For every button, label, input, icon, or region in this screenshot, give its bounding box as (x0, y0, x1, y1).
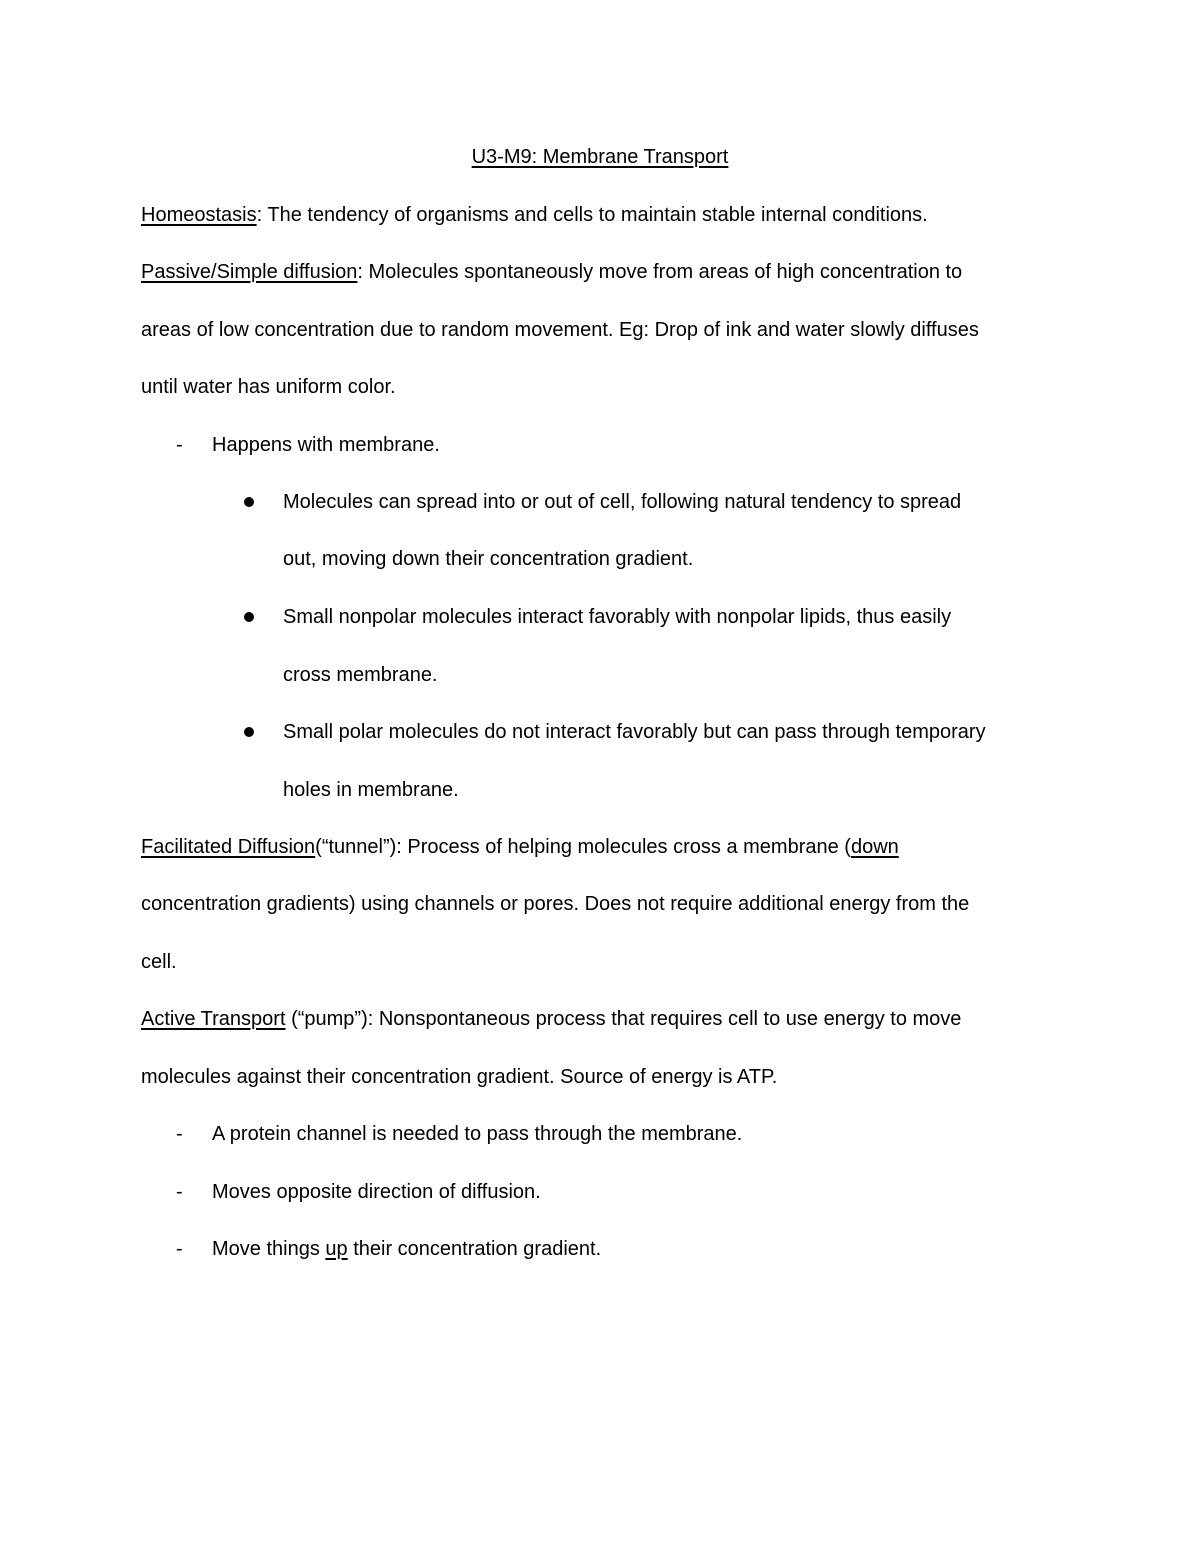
dash-marker: - (176, 1181, 183, 1203)
facilitated-diffusion-term: Facilitated Diffusion (141, 836, 316, 858)
facilitated-diffusion-line-3: cell. (141, 951, 177, 973)
passive-diffusion-term: Passive/Simple diffusion (141, 261, 358, 283)
page-title: U3-M9: Membrane Transport (471, 146, 729, 168)
bullet-marker (244, 727, 254, 737)
passive-diffusion-line-2: areas of low concentration due to random movement. Eg: Drop of ink and water slowly diffuses (141, 319, 979, 341)
homeostasis-definition: Homeostasis: The tendency of organisms and cells to maintain stable internal conditions. (141, 204, 928, 226)
dash-marker: - (176, 1123, 183, 1145)
bullet-marker (244, 612, 254, 622)
facilitated-diffusion-line-1: Facilitated Diffusion(“tunnel”): Process of helping molecules cross a membrane (down (141, 836, 899, 858)
passive-diffusion-line-1: Passive/Simple diffusion: Molecules spontaneously move from areas of high concentration to (141, 261, 963, 283)
dash-marker: - (176, 434, 183, 456)
facilitated-diffusion-line-2: concentration gradients) using channels or pores. Does not require additional energy from the (141, 893, 970, 915)
dash-marker: - (176, 1238, 183, 1260)
active-transport-term: Active Transport (141, 1008, 286, 1030)
homeostasis-term: Homeostasis (141, 204, 257, 226)
active-transport-line-1: Active Transport (“pump”): Nonspontaneous process that requires cell to use energy to move (141, 1008, 962, 1030)
passive-diffusion-line-3: until water has uniform color. (141, 376, 396, 398)
document-page: U3-M9: Membrane Transport Homeostasis: The tendency of organisms and cells to maintain stable internal conditions. Passive/Simple diffusion: Molecules spontaneously move from areas of high concentration to areas of low concentration due to random movement. Eg: Drop of ink and water slowly diffuses until water has uniform color. - Happens with membrane. Molecules can spread into or out of cell, following natural tendency to spread out, moving down their concentration gradient. Small nonpolar molecules interact favorably with nonpolar lipids, thus easily cross membrane. Small polar molecules do not interact favorably but can pass through temporary holes in membrane. Facilitated Diffusion(“tunnel”): Process of helping molecules cross a membrane (down concentration gradients) using channels or pores. Does not require additional energy from the cell. Active Transport (“pump”): Nonspontaneous process that requires cell to use energy to move molecules against their concentration gradient. Source of energy is ATP. - A protein channel is needed to pass through the membrane. - Moves opposite direction of diffusion. - Move things up their concentration gradient. (0, 0, 1200, 1553)
bullet-marker (244, 497, 254, 507)
active-transport-line-2: molecules against their concentration gradient. Source of energy is ATP. (141, 1066, 778, 1088)
